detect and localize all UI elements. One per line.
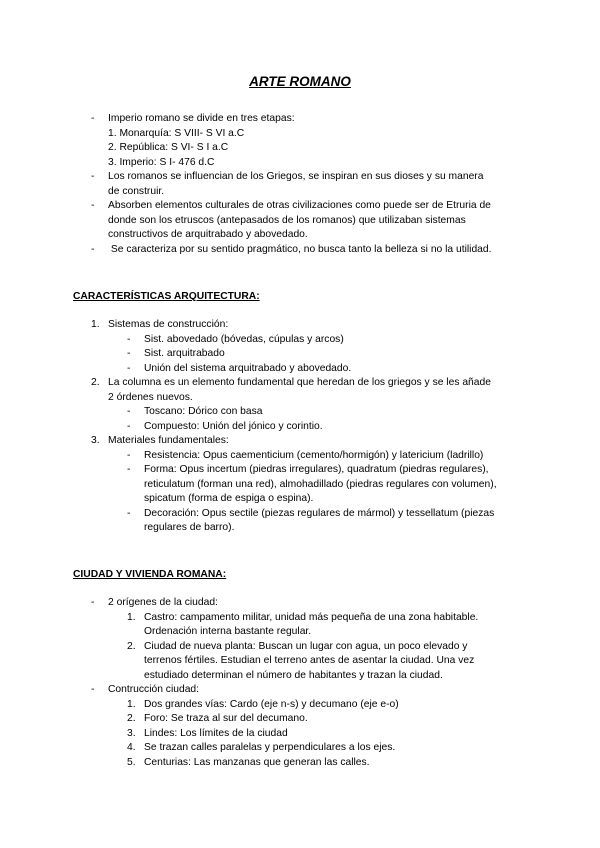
list-marker: - bbox=[127, 333, 131, 345]
list-marker: 1. bbox=[127, 611, 136, 623]
list-marker: 5. bbox=[127, 756, 136, 768]
list-marker: - bbox=[127, 406, 131, 417]
list-marker: 2. bbox=[127, 713, 136, 724]
list-item-text: 2 órdenes nuevos. bbox=[108, 391, 193, 403]
sub-bullet-item bbox=[0, 362, 600, 377]
numbered-sub-item bbox=[0, 611, 600, 640]
list-item-text: Sistemas de construcción: bbox=[108, 319, 229, 330]
sub-bullet-item bbox=[0, 420, 600, 435]
list-item-text: Ordenación interna bastante regular. bbox=[144, 626, 312, 637]
list-item-text: Lindes: Los límites de la ciudad bbox=[144, 727, 288, 739]
section-heading-arquitectura: CARACTERÍSTICAS ARQUITECTURA: bbox=[73, 291, 260, 302]
list-marker: 2. bbox=[91, 377, 100, 388]
list-item-text: estudiado determinan el número de habitantes y trazan la ciudad. bbox=[144, 669, 443, 681]
list-item-text: Los romanos se influencian de los Griegos, se inspiran en sus dioses y su manera bbox=[108, 171, 484, 182]
numbered-sub-item bbox=[0, 756, 600, 771]
sub-bullet-item bbox=[0, 463, 600, 507]
sub-bullet-item bbox=[0, 347, 600, 362]
list-item-text: regulares de barro). bbox=[144, 522, 235, 533]
list-item-text: Forma: Opus incertum (piedras irregulares), quadratum (piedras regulares), bbox=[144, 464, 489, 475]
list-marker: - bbox=[127, 507, 131, 519]
numbered-sub-item bbox=[0, 727, 600, 742]
list-item-text: Centurias: Las manzanas que generan las calles. bbox=[144, 756, 370, 768]
list-item-text: Toscano: Dórico con basa bbox=[144, 406, 263, 417]
list-item-text: Foro: Se traza al sur del decumano. bbox=[144, 713, 308, 724]
sub-list-item bbox=[0, 127, 600, 142]
list-item-text: Unión del sistema arquitrabado y abovedado. bbox=[144, 362, 352, 374]
sub-item-text: 1. Monarquía: S VIII- S VI a.C bbox=[108, 127, 245, 139]
ciudad-list bbox=[0, 596, 600, 770]
list-item-text: Compuesto: Unión del jónico y corintio. bbox=[144, 420, 323, 432]
list-item-text: Resistencia: Opus caementicium (cemento/hormigón) y latericium (ladrillo) bbox=[144, 449, 484, 461]
list-item-text: donde son los etruscos (antepasados de los romanos) que utilizaban sistemas bbox=[108, 214, 466, 226]
bullet-item bbox=[0, 596, 600, 611]
list-marker: 3. bbox=[127, 727, 136, 739]
list-item-text: Ciudad de nueva planta: Buscan un lugar con agua, un poco elevado y bbox=[144, 640, 468, 652]
list-item-text: constructivos de arquitrabado y abovedado. bbox=[108, 229, 308, 240]
list-item-text: reticulatum (forman una red), almohadillado (piedras regulares con volumen), bbox=[144, 478, 497, 490]
list-marker: - bbox=[91, 171, 95, 182]
numbered-sub-item bbox=[0, 698, 600, 713]
list-marker: - bbox=[91, 684, 95, 695]
intro-list bbox=[0, 112, 600, 257]
bullet-item bbox=[0, 243, 600, 258]
page-title: ARTE ROMANO bbox=[249, 74, 351, 89]
list-marker: - bbox=[91, 113, 95, 124]
list-item-text: Sist. arquitrabado bbox=[144, 348, 225, 359]
list-item-text: Materiales fundamentales: bbox=[108, 435, 229, 446]
sub-item-text: 3. Imperio: S I- 476 d.C bbox=[108, 156, 215, 168]
list-item-text: Imperio romano se divide en tres etapas: bbox=[108, 113, 295, 124]
list-item-text: Dos grandes vías: Cardo (eje n-s) y decumano (eje e-o) bbox=[144, 698, 399, 710]
list-marker: - bbox=[91, 200, 95, 211]
list-marker: - bbox=[127, 449, 131, 461]
list-marker: - bbox=[91, 243, 95, 255]
list-item-text: Decoración: Opus sectile (piezas regulares de mármol) y tessellatum (piezas bbox=[144, 507, 495, 519]
numbered-sub-item bbox=[0, 640, 600, 684]
list-marker: - bbox=[127, 464, 131, 475]
sub-bullet-item bbox=[0, 333, 600, 348]
list-marker: 2. bbox=[127, 640, 136, 652]
list-item-text: Castro: campamento militar, unidad más pequeña de una zona habitable. bbox=[144, 611, 479, 623]
list-marker: 4. bbox=[127, 742, 136, 753]
bullet-item bbox=[0, 199, 600, 243]
bullet-item bbox=[0, 112, 600, 127]
list-marker: - bbox=[127, 348, 131, 359]
list-item-text: Contrucción ciudad: bbox=[108, 684, 200, 695]
list-marker: - bbox=[127, 420, 131, 432]
section-heading-ciudad: CIUDAD Y VIVIENDA ROMANA: bbox=[73, 569, 227, 580]
list-marker: - bbox=[91, 597, 95, 608]
numbered-item bbox=[0, 376, 600, 405]
list-marker: 3. bbox=[91, 435, 100, 446]
sub-item-text: 2. República: S VI- S I a.C bbox=[108, 142, 229, 153]
sub-bullet-item bbox=[0, 507, 600, 536]
sub-list-item bbox=[0, 156, 600, 171]
list-item-text: de construir. bbox=[108, 185, 165, 197]
list-item-text: Se caracteriza por su sentido pragmático, no busca tanto la belleza si no la utilidad. bbox=[108, 243, 492, 255]
list-item-text: terrenos fértiles. Estudian el terreno antes de asentar la ciudad. Una vez bbox=[144, 655, 475, 666]
list-marker: 1. bbox=[91, 319, 100, 330]
arquitectura-list bbox=[0, 318, 600, 536]
list-item-text: La columna es un elemento fundamental que heredan de los griegos y se les añade bbox=[108, 377, 491, 388]
numbered-item bbox=[0, 434, 600, 449]
list-item-text: Absorben elementos culturales de otras civilizaciones como puede ser de Etruria de bbox=[108, 200, 491, 211]
sub-bullet-item bbox=[0, 405, 600, 420]
bullet-item bbox=[0, 683, 600, 698]
numbered-sub-item bbox=[0, 712, 600, 727]
sub-bullet-item bbox=[0, 449, 600, 464]
list-item-text: 2 orígenes de la ciudad: bbox=[108, 597, 218, 608]
bullet-item bbox=[0, 170, 600, 199]
sub-list-item bbox=[0, 141, 600, 156]
list-item-text: Se trazan calles paralelas y perpendiculares a los ejes. bbox=[144, 742, 396, 753]
list-item-text: spicatum (forma de espiga o espina). bbox=[144, 493, 314, 504]
numbered-sub-item bbox=[0, 741, 600, 756]
list-item-text: Sist. abovedado (bóvedas, cúpulas y arcos) bbox=[144, 333, 344, 345]
list-marker: - bbox=[127, 362, 131, 374]
numbered-item bbox=[0, 318, 600, 333]
list-marker: 1. bbox=[127, 698, 136, 710]
